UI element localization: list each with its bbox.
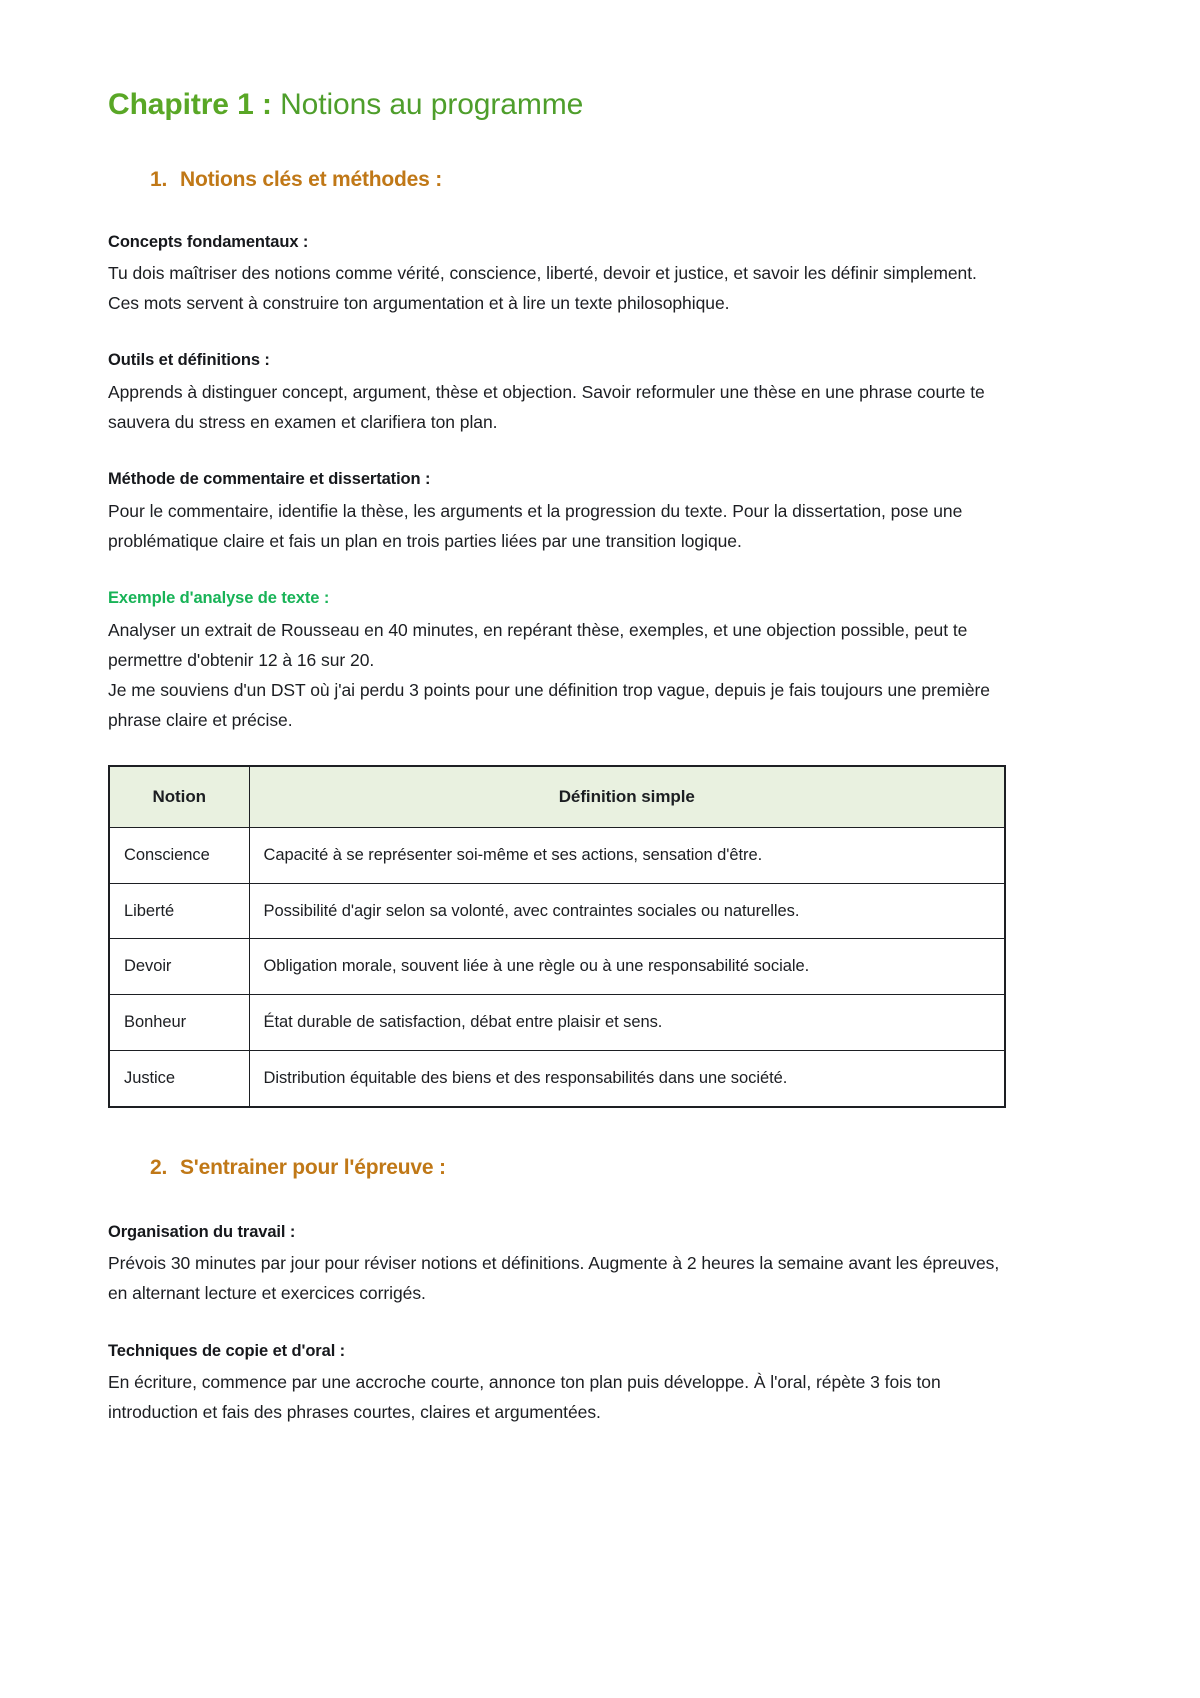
block-body: Analyser un extrait de Rousseau en 40 minutes, en repérant thèse, exemples, et une objection possible, peut te permettre d'obtenir 12 à 16 sur 20.: [108, 620, 968, 671]
block-title: Concepts fondamentaux :: [108, 232, 309, 251]
table-header-definition: Définition simple: [249, 766, 1005, 827]
table-cell-notion: Devoir: [109, 939, 249, 995]
table-row: [109, 827, 1005, 883]
block-title-accent: Exemple d'analyse de texte :: [108, 589, 330, 608]
table-cell-definition: Capacité à se représenter soi-même et ses actions, sensation d'être.: [249, 827, 1005, 883]
table-cell-definition: Obligation morale, souvent liée à une règle ou à une responsabilité sociale.: [249, 939, 1005, 995]
table-cell-definition: État durable de satisfaction, débat entre plaisir et sens.: [249, 995, 1005, 1051]
block-body: Apprends à distinguer concept, argument, thèse et objection. Savoir reformuler une thèse en une phrase courte te sauvera du stress en examen et clarifiera ton plan.: [108, 382, 985, 433]
section-heading-2: [108, 1156, 1092, 1180]
table-row: [109, 995, 1005, 1051]
table-cell-notion: Liberté: [109, 883, 249, 939]
block-body: Pour le commentaire, identifie la thèse, les arguments et la progression du texte. Pour la dissertation, pose une problématique claire et fais un plan en trois parties liées par une transition logique.: [108, 501, 963, 552]
section-heading-1: [108, 168, 1092, 192]
table-header-notion: Notion: [109, 766, 249, 827]
block-title: Techniques de copie et d'oral :: [108, 1341, 346, 1360]
section-number-1: 1.: [150, 167, 168, 191]
text-block-methode-commentaire-dissertation: [108, 467, 1092, 556]
table-body: [109, 827, 1005, 1106]
table-row: [109, 1050, 1005, 1106]
table-row: [109, 883, 1005, 939]
notions-table: [108, 765, 1006, 1107]
text-block-organisation-travail: [108, 1220, 1092, 1309]
table-cell-notion: Bonheur: [109, 995, 249, 1051]
page-title-subject: Notions au programme: [280, 88, 584, 121]
text-block-outils-definitions: [108, 348, 1092, 437]
block-body: Tu dois maîtriser des notions comme vérité, conscience, liberté, devoir et justice, et savoir les définir simplement. Ces mots servent à construire ton argumentation et à lire un texte philosophique.: [108, 263, 977, 314]
section-label-1: Notions clés et méthodes :: [180, 167, 443, 191]
block-title: Organisation du travail :: [108, 1222, 296, 1241]
table-cell-definition: Possibilité d'agir selon sa volonté, avec contraintes sociales ou naturelles.: [249, 883, 1005, 939]
block-title: Méthode de commentaire et dissertation :: [108, 470, 431, 489]
block-title: Outils et définitions :: [108, 351, 270, 370]
section-number-2: 2.: [150, 1155, 168, 1179]
block-body: Prévois 30 minutes par jour pour réviser notions et définitions. Augmente à 2 heures la semaine avant les épreuves, en alternant lecture et exercices corrigés.: [108, 1253, 1000, 1304]
table-header-row: [109, 766, 1005, 827]
page-title: [108, 86, 1092, 124]
text-block-techniques-copie-oral: [108, 1339, 1092, 1428]
block-body: En écriture, commence par une accroche courte, annonce ton plan puis développe. À l'oral, répète 3 fois ton introduction et fais des phrases courtes, claires et argumentées.: [108, 1372, 941, 1423]
page-title-chapter: Chapitre 1 :: [108, 88, 272, 121]
table-cell-definition: Distribution équitable des biens et des responsabilités dans une société.: [249, 1050, 1005, 1106]
table-cell-notion: Justice: [109, 1050, 249, 1106]
text-block-concepts-fondamentaux: [108, 230, 1092, 319]
table-cell-notion: Conscience: [109, 827, 249, 883]
table-row: [109, 939, 1005, 995]
block-body-anecdote: Je me souviens d'un DST où j'ai perdu 3 points pour une définition trop vague, depuis je fais toujours une première phrase claire et précise.: [108, 680, 990, 731]
table-head: [109, 766, 1005, 827]
notions-table-container: [108, 765, 1092, 1107]
section-label-2: S'entrainer pour l'épreuve :: [180, 1155, 446, 1179]
text-block-exemple-analyse-texte: [108, 586, 1092, 735]
